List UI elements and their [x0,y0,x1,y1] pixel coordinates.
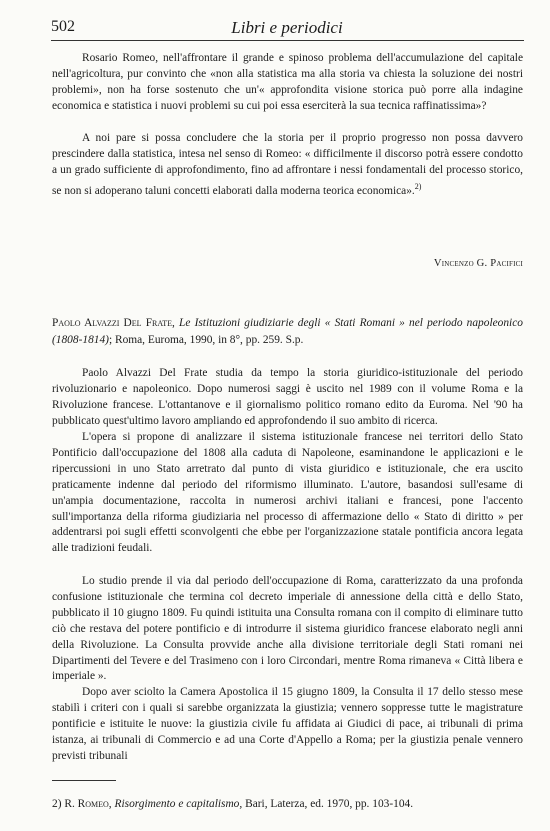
review2-title: Le Istituzioni giudiziarie degli « Stati Romani » nel periodo napoleonico (1808-1814) [52,317,523,346]
review2-bibliographic-entry: Paolo Alvazzi Del Frate, Le Istituzioni giudiziarie degli « Stati Romani » nel periodo napoleonico (1808-1814); Roma, Euroma, 1990, in 8°, pp. 259. S.p. [52,317,523,346]
review1-signature: Vincenzo G. Pacifici [433,258,523,269]
footnote [52,797,523,812]
review1-paragraph-1: Rosario Romeo, nell'affrontare il grande e spinoso problema dell'accumulazione del capitale nell'agricoltura, pur convinto che «non alla statistica ma alla storia va chiesta la soluzione dei nostri problemi», non ha forse sostenuto che un'« approfondita visione storica può porre alla indagine economica e statistica i nuovi problemi su cui poi essa eserciterà la sua tecnica raffinatissima»? [52,52,523,112]
review2-author: Paolo Alvazzi Del Frate [52,317,173,329]
page-header [51,18,523,40]
footnote-author: R. Romeo, [64,798,112,810]
header-rule [51,40,524,41]
footnote-rule [52,780,116,781]
review2-paragraph-1: Paolo Alvazzi Del Frate studia da tempo la storia giuridico-istituzionale del periodo rivoluzionario e napoleonico. Dopo numerosi saggi è uscito nel 1989 con il volume Roma e la Rivoluzione francese. L'ottantanove e il giornalismo politico romano edito da Euroma. Nel '90 ha pubblicato quest'ultimo lavoro ampliando ed approfondendo il suo ambito di ricerca. [52,367,523,427]
footnote-marker: 2) [52,798,62,810]
review2-paragraph-2: L'opera si propone di analizzare il sistema istituzionale francese nei territori dello Stato Pontificio dall'occupazione del 1808 alla caduta di Napoleone, esaminandone le applicazioni e le ripercussioni in uno Stato arretrato dal punto di vista giuridico e istituzionale, che era uscito praticamente indenne dal periodo del riformismo illuminato. L'autore, basandosi sull'esame di un'ampia documentazione, raccolta in numerosi archivi italiani e francesi, pone l'accento sull'importanza della riforma giudiziaria nel processo di affermazione dello « Stato di diritto » per addentrarsi poi sugli effetti sconvolgenti che ebbe per l'organizzazione statale pontificia ancora legata alle tradizioni feudali. [52,431,523,555]
running-title: Libri e periodici [231,18,343,37]
footnote-title: Risorgimento e capitalismo, [114,798,243,810]
review2-paragraph-4: Dopo aver sciolto la Camera Apostolica il 15 giugno 1809, la Consulta il 17 dello stesso mese stabilì i criteri con i quali si sarebbe organizzata la giustizia; vennero soppresse tutte le magistrature pontificie e istituite le nuove: la giustizia civile fu affidata ai Giudici di pace, ai tribunali di prima istanza, ai tribunali di Commercio e ad una Corte d'Appello a Roma; per la giustizia penale vennero previsti tribunali [52,686,523,762]
review2-publication: ; Roma, Euroma, 1990, in 8°, pp. 259. S.p. [108,333,304,346]
review2-paragraph-3: Lo studio prende il via dal periodo dell'occupazione di Roma, caratterizzato da una profonda confusione istituzionale che termina col decreto imperiale di annessione della città e dello Stato, pubblicato il 10 giugno 1809. Fu quindi istituita una Consulta romana con il compito di eliminare tutto ciò che restava del potere pontificio e di introdurre il sistema giuridico francese elaborato negli anni della Rivoluzione. La Consulta provvide anche alla divisione territoriale degli Stati romani nei Dipartimenti del Tevere e del Trasimeno con i loro Circondari, mentre Roma rimaneva « Città libera e imperiale ». [52,575,523,683]
footnote-details: Bari, Laterza, ed. 1970, pp. 103-104. [245,798,414,810]
page-number: 502 [51,18,75,35]
review1-paragraph-2 [52,131,523,199]
review1-paragraph-2-text: A noi pare si possa concludere che la storia per il proprio progresso non possa davvero prescindere dalla statistica, intesa nel senso di Romeo: « difficilmente il discorso potrà essere condotto a un grado sufficiente di approfondimento, fino ad affrontare i nessi fondamentali del processo storico, se non si adoperano taluni concetti elaborati dalla moderna teorica economica». [52,132,523,197]
footnote-reference: 2) [414,181,422,191]
